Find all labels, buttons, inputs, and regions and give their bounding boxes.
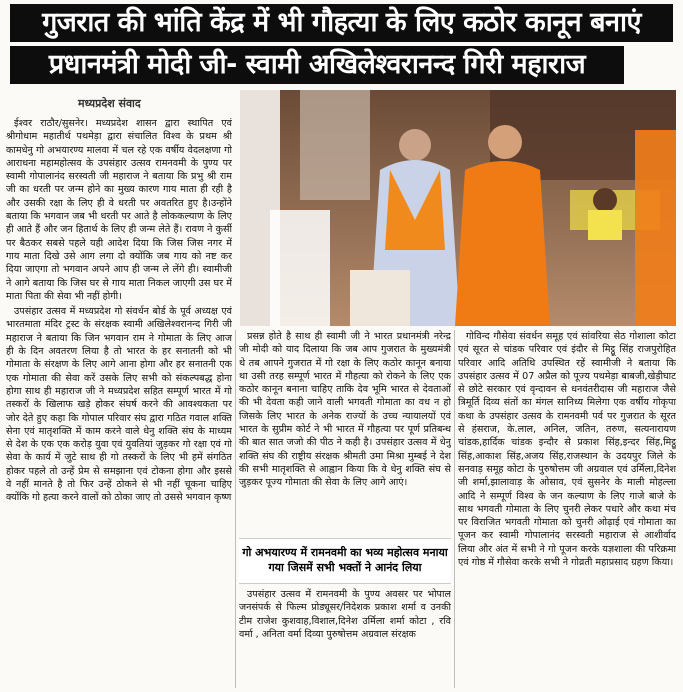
headline-line-2: प्रधानमंत्री मोदी जी- स्वामी अखिलेश्वरानन्द गिरी महाराज xyxy=(10,46,624,84)
article-column-2-lower xyxy=(239,588,451,688)
column-divider xyxy=(235,330,236,688)
article-column-1 xyxy=(6,117,232,687)
byline: मध्यप्रदेश संवाद xyxy=(78,97,141,110)
column-divider xyxy=(454,330,455,688)
headline-block xyxy=(0,0,683,90)
column3-paragraph-1: गोविन्द गौसेवा संवर्धन समूह एवं सांवरिया सेठ गोशाला कोटा एवं सूरत से चांडक परिवार एवं इंदौर से मिट्ठू सिंह राजपुरोहित परिवार आदि अतिथि उपस्थित रहें स्वामीजी ने बताया कि उपसंहार उत्सव में 07 अप्रैल को पूज्य पथमेड़ा बाबजी,खेड़ीघाट से छोटे सरकार एवं वृन्दावन से धनवंतरीदास जी महाराज जैसे त्रिमूर्ति दिव्य संतों का मंगल सानिध्य मिलेगा एक वर्षीय गोकृपा कथा के उपसंहार उत्सव के रामनवमी पर्व पर गुजरात के सूरत से हंसराज, के.लाल, अनिल, जतिन, तरुण, सत्यनारायण चांडक,हार्दिक चांडक इन्दौर से प्रकाश सिंह,इन्दर सिंह,मिट्ठू सिंह,आकाश सिंह,अजय सिंह,राजस्थान के उदयपुर जिले के सनवाड़ समूह कोटा के पुरुषोत्तम जी अग्रवाल एवं उर्मिला,दिनेश जी शर्मा,झालावाड़ के ओसाव, एवं सुसनेर के माली मोहल्ला आदि ने सम्पूर्ण विश्व के जन कल्याण के लिए गाजे बाजे के साथ भगवती गोमाता के लिए चुनरी लेकर पधारे और कथा मंच पर विराजित भगवती गोमाता को चुनरी ओढ़ाई एवं गोमाता का पूजन कर स्वामी गोपालानंद सरस्वती महाराज से आशीर्वाद लिया और अंत में सभी ने गो पूजन करके यज्ञशाला की परिक्रमा एवं गोष्ठ में गौसेवा करके सभी ने गोव्रती महाप्रसाद ग्रहण किया। xyxy=(458,331,676,569)
column2-paragraph-1: प्रसन्न होते है साथ ही स्वामी जी ने भारत प्रधानमंत्री नरेन्द्र जी मोदी को याद दिलाया कि जब आप गुजरात के मुख्यमंत्री थे तब आपने गुजरात में गो रक्षा के लिए कठोर कानून बनाया था उसी तरह सम्पूर्ण भारत में गौहत्या को रोकने के लिए एक कठोर कानून बनाना चाहिए ताकि देव भूमि भारत से देवताओं की भी देवता कही जाने वाली भगवती गोमाता का वध न हो जिसके लिए भारत के अनेक राज्यों के उच्च न्यायालयों एवं भारत के सुप्रीम कोर्ट ने भी भारत में गौहत्या पर पूर्ण प्रतिबन्ध की बात सात जजो की पीठ ने कही है। उपसंहार उत्सव में धेनु शक्ति संघ की राष्ट्रीय संरक्षक श्रीमती उमा मिश्रा मुम्बई ने देश की सभी मातृशक्ति से आह्वान किया कि वे धेनु शक्ति संघ से जुड़कर पूज्य गोमाता की सेवा के लिए आगे आएं। xyxy=(239,331,451,489)
headline-line-1: गुजरात की भांति केंद्र में भी गौहत्या के लिए कठोर कानून बनाएं xyxy=(10,4,673,42)
article-column-3 xyxy=(458,330,676,688)
subheading: गो अभयारण्य में रामनवमी का भव्य महोत्सव मनाया गया जिसमें सभी भक्तों ने आनंद लिया xyxy=(239,538,451,584)
column1-paragraph-2: उपसंहार उत्सव में मध्यप्रदेश गो संवर्धन बोर्ड के पूर्व अध्यक्ष एवं भारतमाता मंदिर ट्रस्ट के संरक्षक स्वामी अखिलेश्वरानन्द गिरी जी महाराज ने बताया कि जिन भगवान राम ने गोमाता के लिए आज ही के दिन अवतरण लिया है तो भारत के हर सनातनी को भी गोमाता के संरक्षण के लिए आगे आना होगा और हर सनातनी एक एक गोमाता की सेवा करें उसके लिए सभी को संकल्पबद्ध होना होगा साथ ही महाराज जी ने मध्यप्रदेश सहित सम्पूर्ण भारत में गो तस्करों के खिलाफ खड़े होकर संघर्ष करने की आवश्यकता पर जोर देते हुए कहा कि गोपाल परिवार संघ द्वारा गठित गवाल शक्ति सेना एवं मातृशक्ति में काम करने वाले धेनु शक्ति संघ के माध्यम से देश के एक एक करोड़ युवा एवं युवतियां जुड़कर गो रक्षा एवं गो सेवा के कार्य में जुटे साथ ही गो तस्करों के लिए भी हमें संगठित होकर पहले तो उन्हें प्रेम से समझाना एवं टोकना होगा और इससे वे नहीं मानते है तो फिर उन्हें ठोकने से भी नहीं चूकना चाहिए क्योंकि गो हत्या करने वालों को ठोका जाए तो उससे भगवान कृष्ण xyxy=(6,306,232,504)
photo-scene xyxy=(240,90,676,326)
column1-paragraph-1: ईश्वर राठौर/सुसनेर। मध्यप्रदेश शासन द्वारा स्थापित एवं श्रीगोधाम महातीर्थ पथमेड़ा द्वारा संचालित विश्व के प्रथम श्री कामधेनु गो अभयारण्य मालवा में चल रहे एक वर्षीय वेदलक्षणा गो आराधना महामहोत्सव के उपसंहार उत्सव रामनवमी के पुण्य पर स्वामी गोपालानंद सरस्वती जी महाराज ने बताया कि प्रभु श्री राम जी का धरती पर जन्म होने का मुख्य कारण गाय माता ही रही है और उसकी रक्षा के लिए ही वे धरती पर अवतरित हुए है।उन्होंने बताया कि भगवान जब भी धरती पर आते है लोककल्याण के लिए ही आते हैं और जन हितार्थ के लिए ही जन्म लेते हैं। रावण ने कुर्सी पर बैठकर सबसे पहले यही आदेश दिया कि जिस जिस नगर में गाय माता दिखे उसे आग लगा दो क्योंकि जब गाय को नष्ट कर दिया जाएगा तो भगवान अपने आप ही जन्म ले लेंगे ही। स्वामीजी ने आगे बताया कि जिस घर से गाय माता निकल जाएगी उस घर में माता पिता की सेवा भी नहीं होगी। xyxy=(6,118,232,302)
news-photo xyxy=(240,90,676,326)
column2-paragraph-2: उपसंहार उत्सव में रामनवमी के पुण्य अवसर पर भोपाल जनसंपर्क से फिल्म प्रोड्यूसर/निदेशक प्रकाश शर्मा व उनकी टीम राजेश कुशवाह,विशाल,दिनेश उर्मिला शर्मा कोटा , रवि वर्मा , अनिता वर्मा दिव्या पुरुषोत्तम अग्रवाल संरक्षक xyxy=(239,589,451,640)
